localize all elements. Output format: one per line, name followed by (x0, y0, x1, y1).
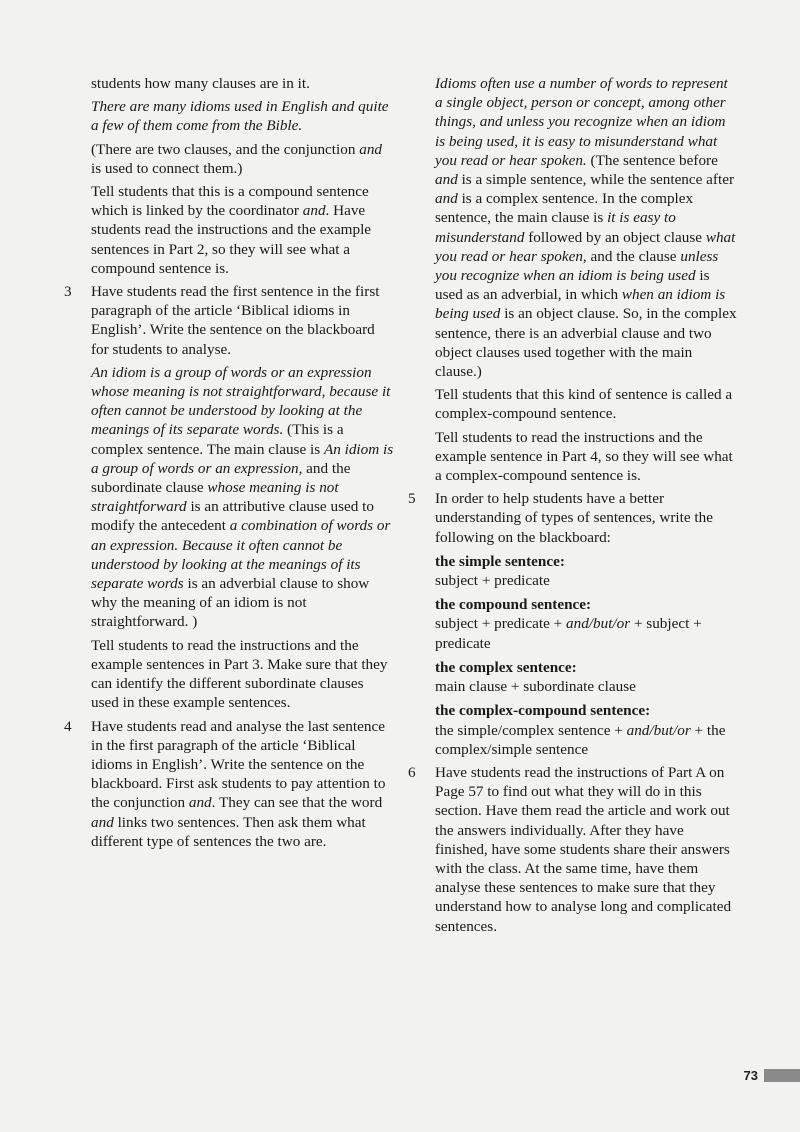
text: (There are two clauses, and the conjunction (91, 140, 360, 158)
formula-heading: the complex-compound sentence: (435, 702, 651, 720)
text: and the clause (586, 247, 681, 265)
italic-text: a combination of words or an expression. Because it often cannot be understood by looking at the meanings of its separate words (91, 517, 391, 593)
text: . They can see that the word (211, 794, 383, 812)
right-column (408, 74, 738, 940)
italic-text: what you read or hear spoken, (435, 228, 736, 265)
text: + subject + predicate (435, 615, 702, 652)
italic-text: and/but/or (626, 721, 691, 739)
text: (This is a complex sentence. The main clause is (91, 421, 344, 458)
text: There are many idioms used in English and quite a few of them come from the Bible. (91, 98, 389, 135)
formula-heading: the complex sentence: (435, 658, 577, 676)
text: Tell students that this is a compound sentence which is linked by the coordinator (91, 183, 369, 220)
text: In order to help students have a better understanding of types of sentences, write the following on the blackboard: (435, 490, 713, 546)
text: is used as an adverbial, in which (435, 267, 710, 304)
paragraph (408, 385, 738, 423)
italic-text: unless you recognize when an idiom is being used (435, 247, 719, 285)
italic-text: when an idiom is being used (435, 286, 726, 323)
text: students how many clauses are in it. (91, 75, 310, 92)
text: Tell students to read the instructions and the example sentences in Part 3. Make sure that they can identify the different subordinate clauses used in these example sentences. (91, 636, 388, 712)
italic-text: it is easy to misunderstand (435, 209, 676, 246)
text: is a complex sentence. In the complex sentence, the main clause is (435, 190, 694, 227)
text: is an attributive clause used to modify the antecedent (91, 498, 374, 535)
numbered-item-3 (64, 282, 394, 359)
paragraph (408, 428, 738, 486)
formula: main clause + subordinate clause (435, 678, 636, 696)
text: (The sentence before (586, 151, 718, 169)
text: Have students read and analyse the last sentence in the first paragraph of the article ‘Biblical idioms in English’. Write the sentence on the blackboard. First ask students to pay attention to the conjunction (91, 717, 386, 812)
item-number: 3 (64, 283, 72, 301)
text: is used to connect them.) (91, 159, 243, 177)
item-number: 4 (64, 717, 72, 735)
text: the simple/complex sentence + (435, 721, 627, 739)
text: links two sentences. Then ask them what different type of sentences the two are. (91, 813, 366, 850)
paragraph (408, 74, 738, 381)
formula (435, 721, 738, 759)
italic-text: and (359, 140, 382, 158)
italic-text: and (302, 202, 326, 220)
italic-text: An idiom is a group of words or an expression whose meaning is not straightforward, because it often cannot be understood by looking at the meanings of its separate words. (91, 363, 391, 439)
left-column (64, 74, 394, 855)
formula-heading: the simple sentence: (435, 552, 565, 570)
italic-text: and/but/or (566, 615, 631, 633)
italic-text: and (435, 190, 458, 208)
text: is a simple sentence, while the sentence after (457, 171, 734, 189)
numbered-item-4 (64, 717, 394, 851)
item-number: 5 (408, 490, 416, 508)
paragraph (64, 363, 394, 632)
text: is an object clause. So, in the complex sentence, there is an adverbial clause and two object clauses used together with the main clause.) (435, 305, 737, 381)
italic-text: and (91, 813, 114, 831)
italic-text: whose meaning is not straightforward (91, 479, 339, 516)
paragraph (64, 140, 394, 178)
text: Tell students to read the instructions and the example sentence in Part 4, so they will see what a complex-compound sentence is. (435, 428, 733, 485)
italic-text: An idiom is a group of words or an expression, (91, 440, 394, 477)
text: Have students read the first sentence in the first paragraph of the article ‘Biblical idioms in English’. Write the sentence on the blackboard for students to analyse. (91, 283, 380, 358)
text: . Have students read the instructions and the example sentences in Part 2, so they will see what a compound sentence is. (91, 202, 372, 277)
formula-heading: the compound sentence: (435, 596, 592, 614)
page-number: 73 (743, 1067, 758, 1083)
item-number: 6 (408, 763, 416, 781)
text: followed by an object clause (524, 228, 706, 246)
page-number-bar (764, 1069, 800, 1082)
paragraph (64, 74, 394, 93)
text: Tell students that this kind of sentence is called a complex-compound sentence. (435, 386, 733, 423)
text: Have students read the instructions of Part A on Page 57 to find out what they will do in this section. Have them read the article and work out the answers individually. After they have finished, have some students share their answers with the class. At the same time, have them analyse these sentences to make sure that they understand how to analyse long and complicated sentences. (435, 763, 732, 935)
text: subject + predicate + (435, 615, 566, 633)
italic-text: and (188, 794, 212, 812)
numbered-item-6 (408, 763, 738, 936)
paragraph (64, 636, 394, 713)
text: + the complex/simple sentence (435, 721, 726, 758)
formula (435, 614, 738, 652)
numbered-item-5 (408, 489, 738, 547)
example-sentence (64, 97, 394, 135)
paragraph (64, 182, 394, 278)
italic-text: Idioms often use a number of words to represent a single object, person or concept, among other things, and unless you recognize when an idiom is being used, it is easy to misunderstand what you read or hear spoken. (435, 75, 728, 169)
page-footer (744, 1066, 800, 1084)
text: is an adverbial clause to show why the meaning of an idiom is not straightforward. ) (91, 575, 370, 631)
text: and the subordinate clause (91, 459, 351, 497)
italic-text: and (435, 171, 458, 189)
formula: subject + predicate (435, 572, 550, 590)
